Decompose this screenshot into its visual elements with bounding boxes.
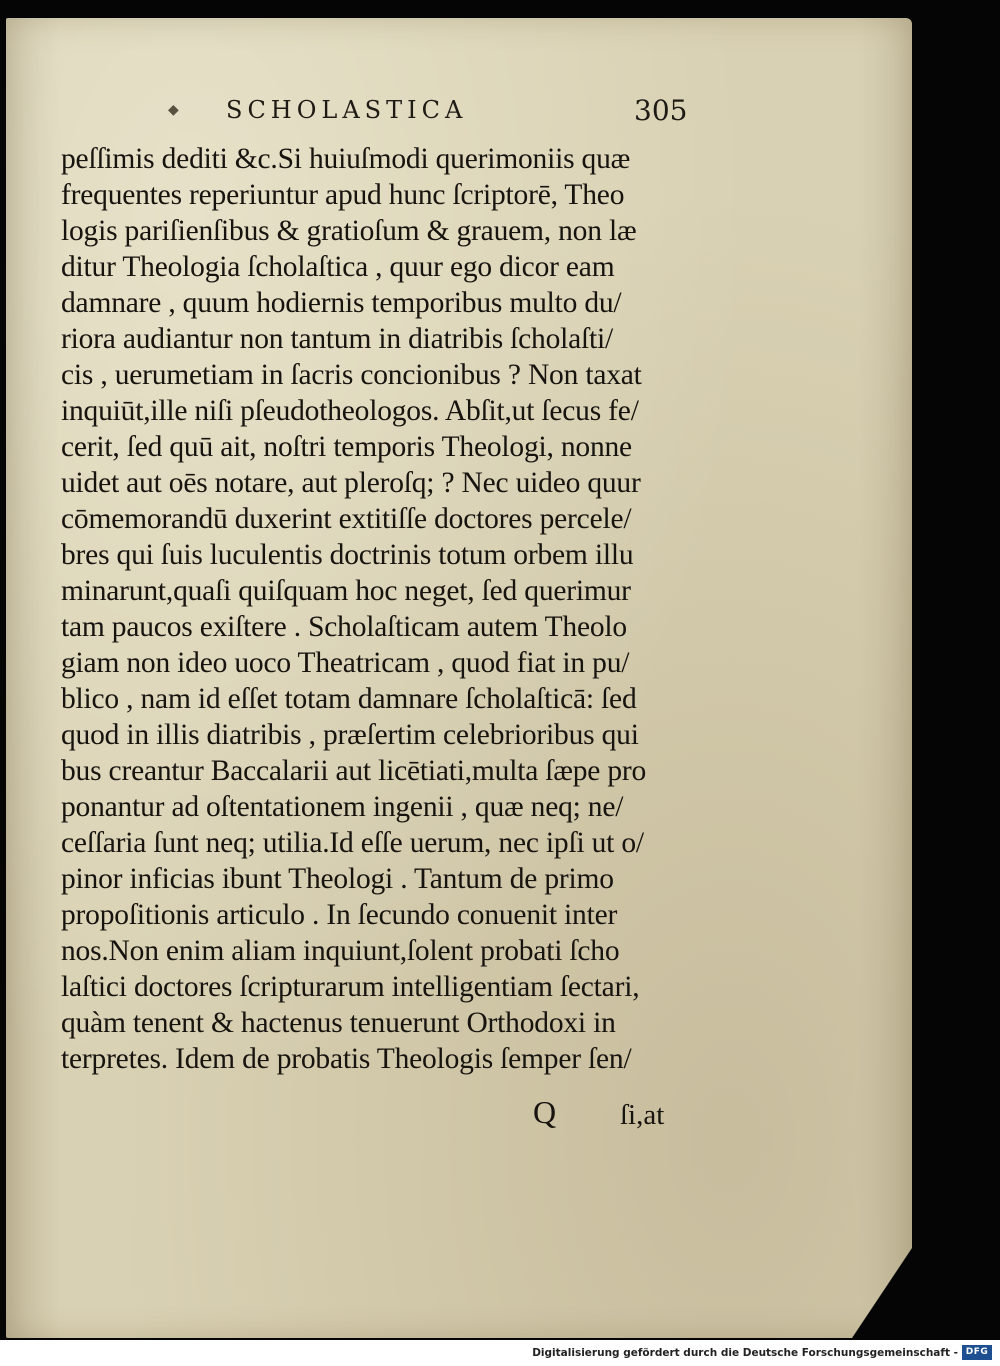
text-line: bus creantur Baccalarii aut licētiati,multa ſæpe pro <box>61 755 647 787</box>
catchword: ſi,at <box>620 1099 665 1131</box>
text-line: minarunt,quaſi quiſquam hoc neget, ſed querimur <box>61 575 631 607</box>
text-line: nos.Non enim aliam inquiunt,ſolent probati ſcho <box>61 935 620 967</box>
text-line: riora audiantur non tantum in diatribis ſcholaſti/ <box>61 323 614 355</box>
book-page <box>6 18 912 1338</box>
text-line: cerit, ſed quū ait, noſtri temporis Theologi, nonne <box>61 431 632 463</box>
text-line: inquiūt,ille niſi pſeudotheologos. Abſit,ut ſecus fe/ <box>61 395 639 427</box>
text-line: cōmemorandū duxerint extitiſſe doctores percele/ <box>61 503 632 535</box>
text-line: giam non ideo uoco Theatricam , quod fiat in pu/ <box>61 647 630 679</box>
text-line: logis pariſienſibus & gratioſum & grauem, non læ <box>61 215 637 247</box>
torn-page-corner <box>852 1248 912 1338</box>
text-line: pinor inficias ibunt Theologi . Tantum de primo <box>61 863 614 895</box>
text-line: frequentes reperiuntur apud hunc ſcriptorē, Theo <box>61 179 625 211</box>
footer-bar <box>0 1340 1000 1366</box>
text-line: terpretes. Idem de probatis Theologis ſemper ſen/ <box>61 1043 632 1075</box>
text-line: bres qui ſuis luculentis doctrinis totum orbem illu <box>61 539 634 571</box>
text-line: blico , nam id eſſet totam damnare ſcholaſticā: ſed <box>61 683 637 715</box>
text-line: laſtici doctores ſcripturarum intelligentiam ſectari, <box>61 971 640 1003</box>
text-line: cis , uerumetiam in ſacris concionibus ? Non taxat <box>61 359 642 391</box>
text-line: quod in illis diatribis , præſertim celebrioribus qui <box>61 719 639 751</box>
text-line: tam paucos exiſtere . Scholaſticam autem Theolo <box>61 611 627 643</box>
text-line: propoſitionis articulo . In ſecundo conuenit inter <box>61 899 618 931</box>
head-ornament-icon: ◆ <box>168 102 179 118</box>
text-line: ceſſaria ſunt neq; utilia.Id eſſe uerum, nec ipſi ut o/ <box>61 827 644 859</box>
running-head: SCHOLASTICA <box>226 96 468 124</box>
text-line: ponantur ad oſtentationem ingenii , quæ neq; ne/ <box>61 791 624 823</box>
text-line: ditur Theologia ſcholaſtica , quur ego dicor eam <box>61 251 615 283</box>
text-line: damnare , quum hodiernis temporibus multo du/ <box>61 287 622 319</box>
text-line: uidet aut oēs notare, aut pleroſq; ? Nec uideo quur <box>61 467 641 499</box>
text-line: quàm tenent & hactenus tenuerunt Orthodoxi in <box>61 1007 616 1039</box>
text-line: peſſimis dediti &c.Si huiuſmodi querimoniis quæ <box>61 143 631 175</box>
signature-mark: Q <box>533 1094 557 1130</box>
footer-credit: Digitalisierung gefördert durch die Deutsche Forschungsgemeinschaft - <box>532 1347 958 1359</box>
text-block <box>61 141 701 1077</box>
dfg-logo: DFG <box>962 1345 992 1360</box>
folio-number: 305 <box>634 94 688 127</box>
